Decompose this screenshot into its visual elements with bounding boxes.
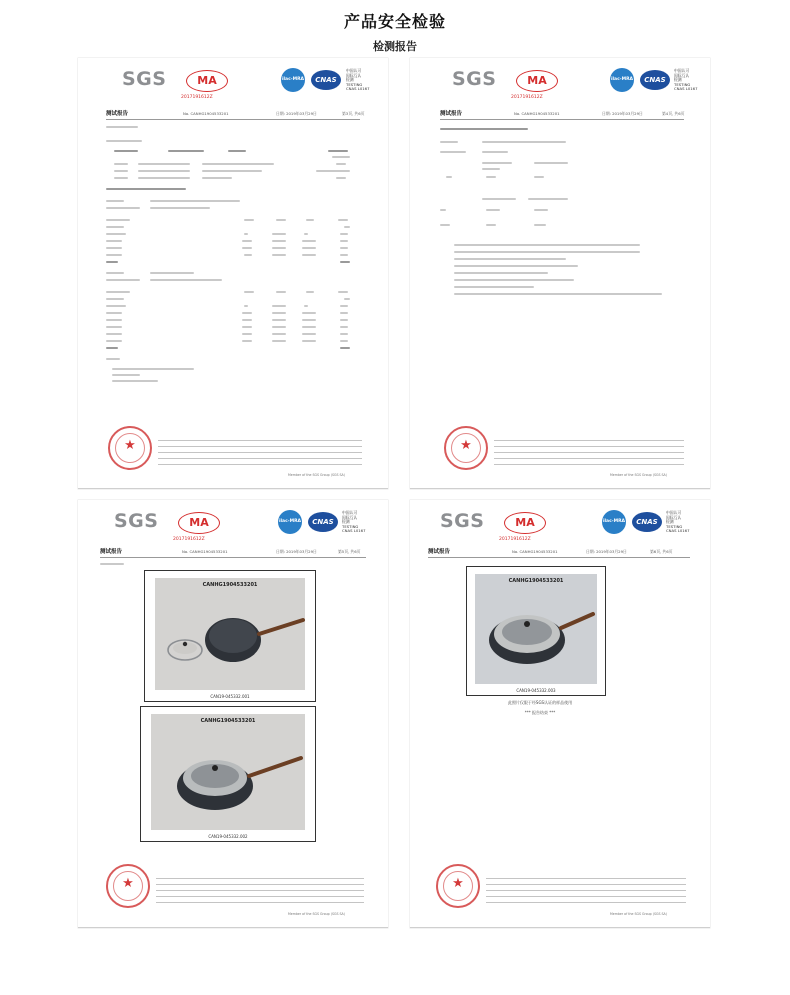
ma-number: 2017191612Z (173, 537, 205, 542)
report-sheet-page-5 (78, 500, 388, 928)
cnas-logo: CNAS (311, 70, 341, 90)
report-page: 第4页, 共6页 (662, 111, 685, 116)
sgs-member-text: Member of the SGS Group (SGS SA) (610, 473, 667, 477)
seal-stamp-icon: ★ (436, 864, 480, 908)
report-number: No. CANHG1904533201 (512, 549, 558, 554)
report-date: 日期: 2019年03月29日 (602, 111, 643, 116)
ma-logo: MA (186, 70, 228, 92)
report-date: 日期: 2019年03月29日 (276, 111, 317, 116)
cnas-accreditation-text: 中国认可 国际互认 检测 TESTING CNAS L0167 (346, 68, 370, 91)
sample-case-id: CANHG1904533201 (200, 718, 256, 724)
report-page: 第3页, 共6页 (342, 111, 365, 116)
sample-caption: CAN19-045332.002 (208, 834, 248, 839)
ilac-mra-icon: ilac-MRA (602, 510, 626, 534)
sgs-member-text: Member of the SGS Group (SGS SA) (288, 912, 345, 916)
seal-stamp-icon: ★ (444, 426, 488, 470)
ma-logo: MA (504, 512, 546, 534)
sample-photo-003 (466, 566, 606, 696)
ilac-mra-icon: ilac-MRA (610, 68, 634, 92)
sample-photo-001 (144, 570, 316, 702)
ma-number: 2017191612Z (499, 537, 531, 542)
page-title: 产品安全检验 (343, 12, 446, 31)
report-sheet-page-3 (78, 58, 388, 489)
ma-number: 2017191612Z (511, 95, 543, 100)
photo-usage-note: 此照片仅限于经SGS认证的样品使用 (507, 700, 573, 705)
cnas-logo: CNAS (632, 512, 662, 532)
sample-case-id: CANHG1904533201 (202, 582, 258, 588)
report-date: 日期: 2019年03月29日 (586, 549, 627, 554)
cnas-accreditation-text: 中国认可 国际互认 检测 TESTING CNAS L0167 (666, 510, 690, 533)
report-title: 测试报告 (428, 549, 451, 555)
sample-photo-002 (140, 706, 316, 842)
report-sheet-page-6 (410, 500, 710, 928)
report-page: 第5页, 共6页 (338, 549, 361, 554)
sample-caption: CAN19-045332.003 (516, 688, 556, 693)
page-subtitle: 检测报告 (373, 40, 417, 53)
ma-logo: MA (178, 512, 220, 534)
wok-with-lid-image (151, 714, 305, 830)
cnas-logo: CNAS (640, 70, 670, 90)
sgs-member-text: Member of the SGS Group (SGS SA) (610, 912, 667, 916)
report-number: No. CANHG1904533201 (183, 111, 229, 116)
end-of-report-note: *** 报告结束 *** (524, 710, 556, 715)
ilac-mra-icon: ilac-MRA (278, 510, 302, 534)
seal-stamp-icon: ★ (108, 426, 152, 470)
wok-with-lid-image (475, 574, 597, 684)
cnas-logo: CNAS (308, 512, 338, 532)
report-page: 第6页, 共6页 (650, 549, 673, 554)
sgs-member-text: Member of the SGS Group (SGS SA) (288, 473, 345, 477)
report-title: 测试报告 (106, 111, 129, 117)
ma-number: 2017191612Z (181, 95, 213, 100)
report-number: No. CANHG1904533201 (182, 549, 228, 554)
report-title: 测试报告 (100, 549, 123, 555)
report-number: No. CANHG1904533201 (514, 111, 560, 116)
sample-caption: CAN19-045332.001 (210, 694, 250, 699)
report-title: 测试报告 (440, 111, 463, 117)
sgs-logo: SGS (440, 510, 485, 532)
cnas-accreditation-text: 中国认可 国际互认 检测 TESTING CNAS L0167 (674, 68, 698, 91)
sgs-logo: SGS (114, 510, 159, 532)
sample-case-id: CANHG1904533201 (508, 578, 564, 584)
report-sheet-page-4 (410, 58, 710, 489)
sgs-logo: SGS (452, 68, 497, 90)
ilac-mra-icon: ilac-MRA (281, 68, 305, 92)
ma-logo: MA (516, 70, 558, 92)
seal-stamp-icon: ★ (106, 864, 150, 908)
report-date: 日期: 2019年03月29日 (276, 549, 317, 554)
sgs-logo: SGS (122, 68, 167, 90)
wok-with-lid-image (155, 578, 305, 690)
cnas-accreditation-text: 中国认可 国际互认 检测 TESTING CNAS L0167 (342, 510, 366, 533)
